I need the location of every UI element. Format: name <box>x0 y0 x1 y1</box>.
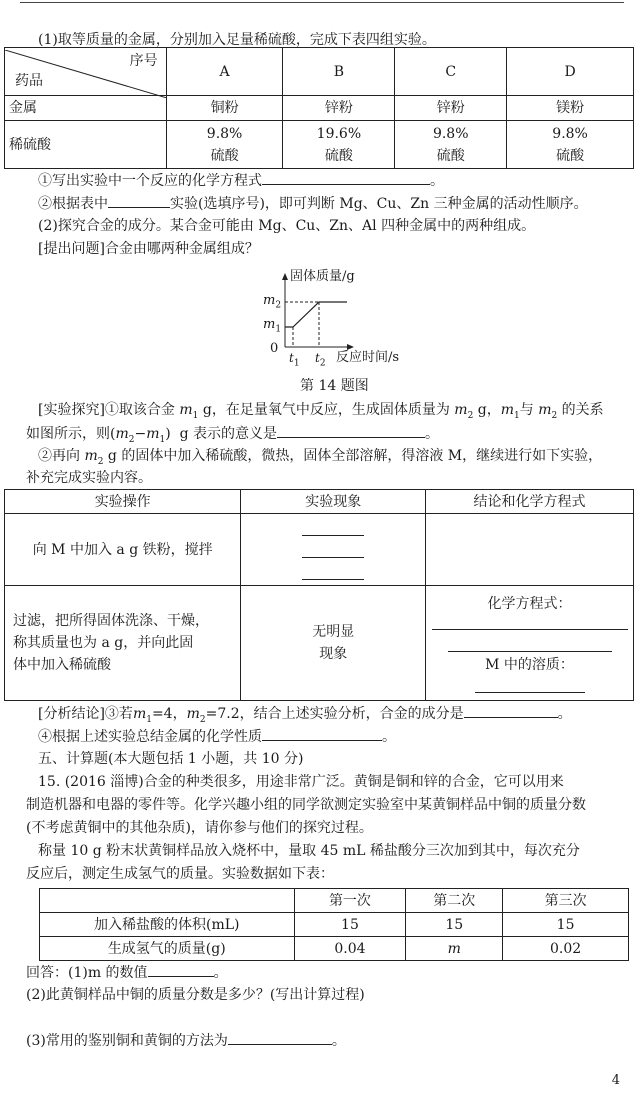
table3-row2-v2: m <box>406 937 503 961</box>
q1-a <box>38 170 444 191</box>
y-axis-arrow <box>282 273 288 280</box>
table1-metal-label: 金属 <box>5 96 167 121</box>
m-sym: m <box>146 426 160 442</box>
m1-sub: 1 <box>275 324 282 335</box>
answer-blank[interactable] <box>475 676 585 693</box>
acid-unit: 硫酸 <box>436 147 465 164</box>
table3-header-1: 第一次 <box>294 889 406 913</box>
table1-acid-b <box>283 121 395 169</box>
table2-row1-concl <box>426 514 634 586</box>
table2-row2-op <box>5 586 241 701</box>
analysis-text: =4， <box>151 706 187 722</box>
m-sym: m <box>84 448 98 464</box>
table3-row1-v3: 15 <box>503 913 629 937</box>
table3-header-3: 第三次 <box>503 889 629 913</box>
experiment-table <box>4 489 634 701</box>
q1-b-pre: ②根据表中 <box>38 196 108 212</box>
part2-intro: (2)探究合金的成分。某合金可能由 Mg、Cu、Zn、Al 四种金属中的两种组成。 <box>38 218 536 234</box>
table1-metal-a: 铜粉 <box>166 96 283 121</box>
sub-2: 2 <box>551 410 558 421</box>
chart-t1-label <box>289 351 300 370</box>
table2-header-op: 实验操作 <box>5 490 241 514</box>
table3-row1-label: 加入稀盐酸的体积(mL) <box>40 913 295 937</box>
sub-2: 2 <box>128 434 135 445</box>
table3-row1-v2: 15 <box>406 913 503 937</box>
m-sym: m <box>500 402 514 418</box>
table3-header-2: 第二次 <box>406 889 503 913</box>
table1-header-top: 序号 <box>129 52 158 69</box>
chart-origin: 0 <box>270 341 279 356</box>
q1-b-post: 实验(选填序号)，即可判断 Mg、Cu、Zn 三种金属的活动性顺序。 <box>170 196 588 212</box>
q15-line4: 称量 10 g 粉末状黄铜样品放入烧杯中，量取 45 mL 稀盐酸分三次加到其中，每次充分 <box>38 843 580 859</box>
answer-blank[interactable] <box>277 423 425 438</box>
period: 。 <box>331 1033 346 1049</box>
answer-blank[interactable] <box>148 962 214 977</box>
m2-sym: m <box>263 293 276 308</box>
analysis-text: 。 <box>557 706 572 722</box>
acid-pct: 9.8% <box>206 125 243 142</box>
question-line: [提出问题]合金由哪两种金属组成？ <box>38 241 259 257</box>
answer-blank[interactable] <box>228 1030 332 1045</box>
table2-row2-concl <box>426 586 634 701</box>
explore-text: 的关系 <box>561 402 604 418</box>
table3-row1-v1: 15 <box>294 913 406 937</box>
sub-1: 1 <box>514 410 520 421</box>
chart-m2-label <box>263 294 281 313</box>
equation-label: 化学方程式： <box>487 596 572 612</box>
answer-line1 <box>26 962 228 983</box>
m1-sym: m <box>263 317 276 332</box>
step2-line2: 补充完成实验内容。 <box>26 470 152 486</box>
sub-1: 1 <box>192 410 199 421</box>
table3-row2-v1: 0.04 <box>294 937 406 961</box>
table1-acid-c <box>395 121 507 169</box>
m-sym: m <box>115 426 129 442</box>
answer-text: (3)常用的鉴别铜和黄铜的方法为 <box>26 1033 228 1049</box>
period: 。 <box>213 965 228 981</box>
table1-acid-d <box>507 121 634 169</box>
header-rule <box>20 2 624 3</box>
answer-blank[interactable] <box>464 703 558 718</box>
explore-line2: 如图所示，则$(m_2-m_1)$ g 表示的意义是 。 <box>26 423 439 450</box>
explore-text: g 表示的意义是 <box>179 426 278 442</box>
explore-line1 <box>38 400 604 426</box>
table1-header-diagonal <box>5 48 167 96</box>
answer-line3 <box>26 1030 346 1051</box>
answer-blank[interactable] <box>432 617 628 630</box>
mass-curve <box>285 302 347 327</box>
m-sym: m <box>132 706 147 722</box>
m2-sub: 2 <box>275 300 282 311</box>
acid-pct: 19.6% <box>316 125 362 142</box>
table3-row2-label: 生成氢气的质量(g) <box>40 937 295 961</box>
period: 。 <box>382 729 396 745</box>
q15-line1: 15. (2016 淄博)合金的种类很多，用途非常广泛。黄铜是铜和锌的合金，它可以用来 <box>38 774 564 790</box>
q15-line5: 反应后，测定生成氢气的质量。实验数据如下表： <box>26 866 334 882</box>
answer-blank[interactable] <box>302 558 364 580</box>
sub-2: 2 <box>97 456 104 467</box>
m-sym: m <box>179 402 193 418</box>
metals-table <box>4 47 634 169</box>
table2-row2-phen <box>241 586 426 701</box>
answer-blank[interactable] <box>262 170 430 185</box>
t2-sym: t <box>315 351 320 365</box>
acid-unit: 硫酸 <box>324 147 353 164</box>
m-sym: m <box>454 402 468 418</box>
answer-blank[interactable] <box>448 630 612 652</box>
answer-blank[interactable] <box>302 519 364 536</box>
page-number: 4 <box>611 1073 620 1088</box>
answer-line2: (2)此黄铜样品中铜的质量分数是多少？(写出计算过程) <box>26 987 365 1003</box>
table1-col-d: D <box>507 48 634 96</box>
t1-sym: t <box>289 351 294 365</box>
summary-line <box>38 726 396 747</box>
section5-title: 五、计算题(本大题包括 1 小题，共 10 分) <box>38 751 304 767</box>
analysis-text: [分析结论]③若 <box>38 706 133 722</box>
table2-header-concl: 结论和化学方程式 <box>426 490 634 514</box>
table3-corner <box>40 889 295 913</box>
chart-m1-label <box>263 318 281 337</box>
m-sym: m <box>538 402 552 418</box>
analysis-text: =7.2，结合上述实验分析，合金的成分是 <box>205 706 464 722</box>
q1-b <box>38 193 588 214</box>
period: 。 <box>430 173 444 189</box>
table1-acid-label: 稀硫酸 <box>5 121 167 169</box>
table1-acid-a <box>166 121 283 169</box>
chart-ylabel: 固体质量/g <box>290 269 355 284</box>
table1-metal-c: 锌粉 <box>395 96 507 121</box>
op-line: 过滤，把所得固体洗涤、干燥， <box>13 613 209 629</box>
hydrogen-table <box>39 888 629 961</box>
acid-pct: 9.8% <box>552 125 588 142</box>
table1-col-c: C <box>395 48 507 96</box>
figure-caption: 第 14 题图 <box>300 378 369 394</box>
answer-blank[interactable] <box>302 536 364 558</box>
explore-text: 如图所示，则( <box>26 426 116 442</box>
period: 。 <box>425 426 440 442</box>
chart-xlabel: 反应时间/s <box>336 350 400 365</box>
summary-text: ④根据上述实验总结金属的化学性质 <box>38 729 262 745</box>
phen-line: 无明显 <box>312 624 355 640</box>
table1-metal-b: 锌粉 <box>283 96 395 121</box>
acid-pct: 9.8% <box>432 125 469 142</box>
table2-row1-phen <box>241 514 426 586</box>
sub-2: 2 <box>467 410 474 421</box>
explore-text: ) <box>165 426 171 442</box>
q1-a-text: ①写出实验中一个反应的化学方程式 <box>38 173 262 189</box>
table1-col-b: B <box>283 48 395 96</box>
explore-text: 与 <box>519 402 534 418</box>
sub-2: 2 <box>199 714 206 725</box>
q15-line2: 制造机器和电器的零件等。化学兴趣小组的同学欲测定实验室中某黄铜样品中铜的质量分数 <box>26 797 586 813</box>
part1-intro: (1)取等质量的金属，分别加入足量稀硫酸，完成下表四组实验。 <box>38 32 436 48</box>
op-line: 体中加入稀硫酸 <box>13 657 111 673</box>
explore-text: g， <box>477 402 501 418</box>
t2-sub: 2 <box>319 358 326 369</box>
answer-blank[interactable] <box>108 193 170 208</box>
acid-unit: 硫酸 <box>556 147 585 164</box>
table2-header-phen: 实验现象 <box>241 490 426 514</box>
table3-row2-v3: 0.02 <box>503 937 629 961</box>
phen-line: 现象 <box>319 646 348 662</box>
op-line: 称其质量也为 a g，并向此固 <box>13 635 194 651</box>
table1-header-bottom: 药品 <box>15 72 43 89</box>
table2-row1-op: 向 M 中加入 a g 铁粉，搅拌 <box>5 514 241 586</box>
sub-1: 1 <box>146 714 152 725</box>
table1-col-a: A <box>166 48 283 96</box>
mass-time-chart <box>262 269 402 369</box>
q15-line3: (不考虑黄铜中的其他杂质)，请你参与他们的探究过程。 <box>26 820 373 836</box>
step2-text: ②再向 <box>38 448 80 464</box>
answer-text: 回答：(1)m 的数值 <box>26 965 148 981</box>
answer-blank[interactable] <box>262 726 382 741</box>
m-sym: m <box>186 706 200 722</box>
sub-1: 1 <box>159 434 166 445</box>
explore-text: [实验探究]①取该合金 <box>38 402 175 418</box>
table1-metal-d: 镁粉 <box>507 96 634 121</box>
explore-text: g，在足量氧气中反应，生成固体质量为 <box>202 402 450 418</box>
step2-text: g 的固体中加入稀硫酸，微热，固体全部溶解，得溶液 M，继续进行如下实验， <box>107 448 603 464</box>
acid-unit: 硫酸 <box>210 147 239 164</box>
t1-sub: 1 <box>293 358 300 369</box>
solute-label: M 中的溶质： <box>485 657 574 673</box>
chart-t2-label <box>315 351 326 370</box>
